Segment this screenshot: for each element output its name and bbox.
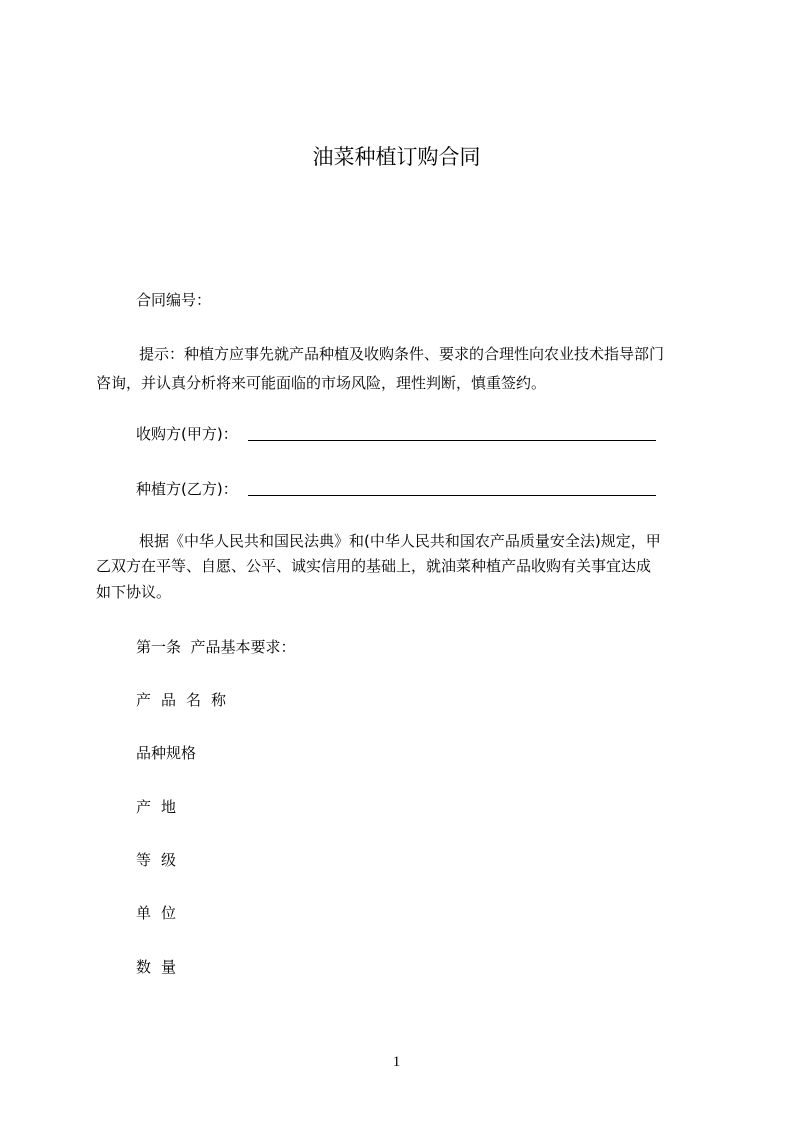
party-a-blank-line	[248, 440, 656, 441]
field-origin: 产地	[136, 798, 187, 816]
article-1-heading: 第一条 产品基本要求：	[136, 638, 296, 656]
tip-line-2: 咨询，并认真分析将来可能面临的市场风险，理性判断，慎重签约。	[96, 374, 547, 392]
field-variety-spec: 品种规格	[136, 744, 197, 762]
page-number: 1	[392, 1054, 401, 1070]
party-a-label: 收购方(甲方)：	[136, 425, 238, 443]
basis-line-3: 如下协议。	[96, 583, 172, 601]
basis-line-1: 根据《中华人民共和国民法典》和(中华人民共和国农产品质量安全法)规定，甲	[139, 532, 661, 550]
party-b-label: 种植方(乙方)：	[136, 480, 238, 498]
field-quantity: 数量	[136, 958, 187, 976]
contract-title: 油菜种植订购合同	[312, 145, 481, 169]
contract-number-label: 合同编号：	[136, 291, 212, 309]
field-product-name: 产品名称	[136, 691, 237, 709]
basis-line-2: 乙双方在平等、自愿、公平、诚实信用的基础上，就油菜种植产品收购有关事宜达成	[96, 557, 652, 575]
field-grade: 等级	[136, 851, 187, 869]
tip-line-1: 提示：种植方应事先就产品种植及收购条件、要求的合理性向农业技术指导部门	[139, 345, 665, 363]
field-unit: 单位	[136, 904, 187, 922]
party-b-blank-line	[248, 495, 656, 496]
